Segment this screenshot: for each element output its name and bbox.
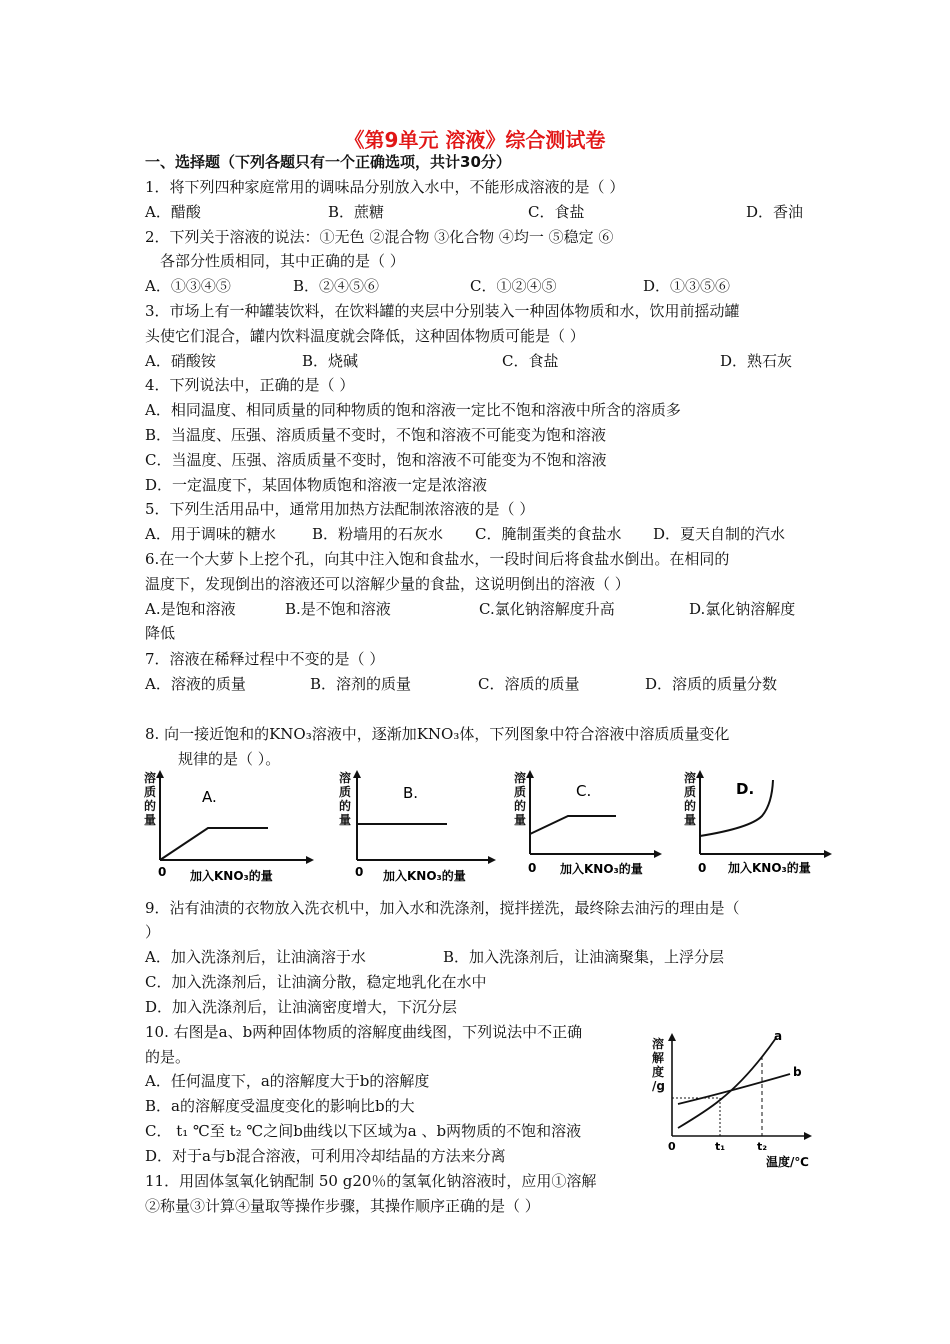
option-d: D．夏天自制的汽水	[653, 525, 786, 543]
question-7: 7．溶液在稀释过程中不变的是（ ）	[145, 650, 385, 668]
graph-a	[140, 768, 320, 886]
question-8: 8. 向一接近饱和的KNO₃溶液中，逐渐加KNO₃体，下列图象中符合溶液中溶质质量变化	[145, 725, 730, 743]
curve-b	[678, 1074, 790, 1104]
graph-label: C.	[576, 782, 592, 800]
question-2: 2．下列关于溶液的说法：①无色 ②混合物 ③化合物 ④均一 ⑤稳定 ⑥	[145, 228, 614, 246]
option-c: C． t₁ ℃至 t₂ ℃之间b曲线以下区域为a 、b两物质的不饱和溶液	[145, 1122, 582, 1140]
ylabel-char: 质	[514, 785, 527, 799]
ylabel-char: 的	[144, 799, 157, 813]
ylabel-char: 溶	[652, 1037, 665, 1051]
option-d: D．一定温度下，某固体物质饱和溶液一定是浓溶液	[145, 476, 488, 494]
option-c: C．腌制蛋类的食盐水	[475, 525, 622, 543]
ylabel-char: 溶	[144, 771, 157, 785]
xaxis-label: 温度/℃	[766, 1155, 809, 1169]
option-c: C．食盐	[502, 352, 559, 370]
ylabel-char: 质	[339, 785, 352, 799]
origin-label: 0	[158, 865, 167, 879]
graph-c	[510, 768, 670, 886]
question-11: 11．用固体氢氧化钠配制 50 g20％的氢氧化钠溶液时，应用①溶解	[145, 1172, 597, 1190]
ylabel-char: 溶	[514, 771, 527, 785]
graph-label: B.	[403, 784, 419, 802]
question-3: 3．市场上有一种罐装饮料，在饮料罐的夹层中分别装入一种固体物质和水，饮用前摇动罐	[145, 302, 740, 320]
graph-d	[680, 768, 840, 886]
option-b: B．蔗糖	[328, 203, 385, 221]
option-b: B.是不饱和溶液	[285, 600, 391, 618]
option-b: B．②④⑤⑥	[293, 277, 380, 295]
question-8-cont: 规律的是（ ）。	[178, 750, 281, 768]
ylabel-char: 量	[339, 813, 352, 827]
option-c: C．食盐	[528, 203, 585, 221]
solubility-chart	[648, 1028, 820, 1170]
question-10-cont: 的是。	[145, 1048, 191, 1066]
question-10: 10. 右图是a、b两种固体物质的溶解度曲线图，下列说法中不正确	[145, 1023, 583, 1041]
ylabel-char: 的	[684, 799, 697, 813]
option-a: A．加入洗涤剂后，让油滴溶于水	[145, 948, 366, 966]
option-d-cont: 降低	[145, 624, 176, 642]
question-4: 4．下列说法中，正确的是（ ）	[145, 376, 355, 394]
option-c: C.氯化钠溶解度升高	[479, 600, 615, 618]
origin-label: 0	[668, 1140, 676, 1153]
option-b: B．当温度、压强、溶质质量不变时，不饱和溶液不可能变为饱和溶液	[145, 426, 607, 444]
option-d: D.氯化钠溶解度	[689, 600, 796, 618]
option-b: B．加入洗涤剂后，让油滴聚集，上浮分层	[443, 948, 725, 966]
option-d: D．香油	[746, 203, 804, 221]
option-a: A．硝酸铵	[145, 352, 216, 370]
graph-b	[335, 768, 515, 886]
origin-label: 0	[528, 861, 537, 875]
question-6: 6.在一个大萝卜上挖个孔，向其中注入饱和食盐水，一段时间后将食盐水倒出。在相同的	[145, 550, 730, 568]
option-d: D．对于a与b混合溶液，可利用冷却结晶的方法来分离	[145, 1147, 506, 1165]
ylabel-char: 的	[514, 799, 527, 813]
question-3-cont: 头使它们混合，罐内饮料温度就会降低，这种固体物质可能是（ ）	[145, 327, 585, 345]
origin-label: 0	[698, 861, 707, 875]
question-6-cont: 温度下，发现倒出的溶液还可以溶解少量的食盐，这说明倒出的溶液（ ）	[145, 575, 630, 593]
option-a: A．醋酸	[145, 203, 201, 221]
xaxis-label: 加入KNO₃的量	[383, 869, 466, 883]
option-a: A．任何温度下，a的溶解度大于b的溶解度	[145, 1072, 430, 1090]
option-a: A.是饱和溶液	[145, 600, 236, 618]
ylabel-char: 溶	[684, 771, 697, 785]
xaxis-label: 加入KNO₃的量	[560, 862, 643, 876]
t2-label: t₂	[757, 1140, 768, 1153]
option-d: D．溶质的质量分数	[645, 675, 778, 693]
question-5: 5．下列生活用品中，通常用加热方法配制浓溶液的是（ ）	[145, 500, 535, 518]
t1-label: t₁	[715, 1140, 726, 1153]
question-2-cont: 各部分性质相同，其中正确的是（ ）	[160, 252, 405, 270]
option-a: A．用于调味的糖水	[145, 525, 276, 543]
option-c: C．当温度、压强、溶质质量不变时，饱和溶液不可能变为不饱和溶液	[145, 451, 607, 469]
question-1: 1．将下列四种家庭常用的调味品分别放入水中，不能形成溶液的是（ ）	[145, 178, 625, 196]
ylabel-char: 度	[652, 1065, 665, 1079]
ylabel-char: 量	[684, 813, 697, 827]
ylabel-char: 质	[684, 785, 697, 799]
ylabel-char: /g	[652, 1079, 665, 1093]
origin-label: 0	[355, 865, 364, 879]
option-a: A．溶液的质量	[145, 675, 246, 693]
ylabel-char: 质	[144, 785, 157, 799]
curve-b-label: b	[793, 1065, 802, 1079]
ylabel-char: 溶	[339, 771, 352, 785]
option-b: B．粉墙用的石灰水	[312, 525, 444, 543]
graph-label: D.	[736, 780, 755, 798]
question-9-cont: ）	[145, 923, 161, 941]
section-heading: 一、选择题（下列各题只有一个正确选项，共计30分）	[145, 153, 511, 171]
question-9: 9．沾有油渍的衣物放入洗衣机中，加入水和洗涤剂，搅拌搓洗，最终除去油污的理由是（	[145, 899, 740, 917]
xaxis-label: 加入KNO₃的量	[190, 869, 273, 883]
option-b: B．溶剂的质量	[310, 675, 412, 693]
option-a: A．相同温度、相同质量的同种物质的饱和溶液一定比不饱和溶液中所含的溶质多	[145, 401, 681, 419]
curve-a-label: a	[774, 1029, 783, 1043]
option-d: D．①③⑤⑥	[643, 277, 731, 295]
option-d: D．熟石灰	[720, 352, 793, 370]
option-b: B．烧碱	[302, 352, 359, 370]
option-d: D．加入洗涤剂后，让油滴密度增大，下沉分层	[145, 998, 458, 1016]
option-c: C．溶质的质量	[478, 675, 580, 693]
option-b: B．a的溶解度受温度变化的影响比b的大	[145, 1097, 415, 1115]
question-11-cont: ②称量③计算④量取等操作步骤，其操作顺序正确的是（ ）	[145, 1197, 540, 1215]
xaxis-label: 加入KNO₃的量	[728, 861, 811, 875]
ylabel-char: 的	[339, 799, 352, 813]
option-a: A．①③④⑤	[145, 277, 231, 295]
ylabel-char: 解	[652, 1051, 665, 1065]
ylabel-char: 量	[514, 813, 527, 827]
graph-label: A.	[202, 788, 217, 806]
option-c: C．加入洗涤剂后，让油滴分散，稳定地乳化在水中	[145, 973, 487, 991]
ylabel-char: 量	[144, 813, 157, 827]
option-c: C．①②④⑤	[470, 277, 557, 295]
page-title: 《第9单元 溶液》综合测试卷	[344, 128, 606, 152]
